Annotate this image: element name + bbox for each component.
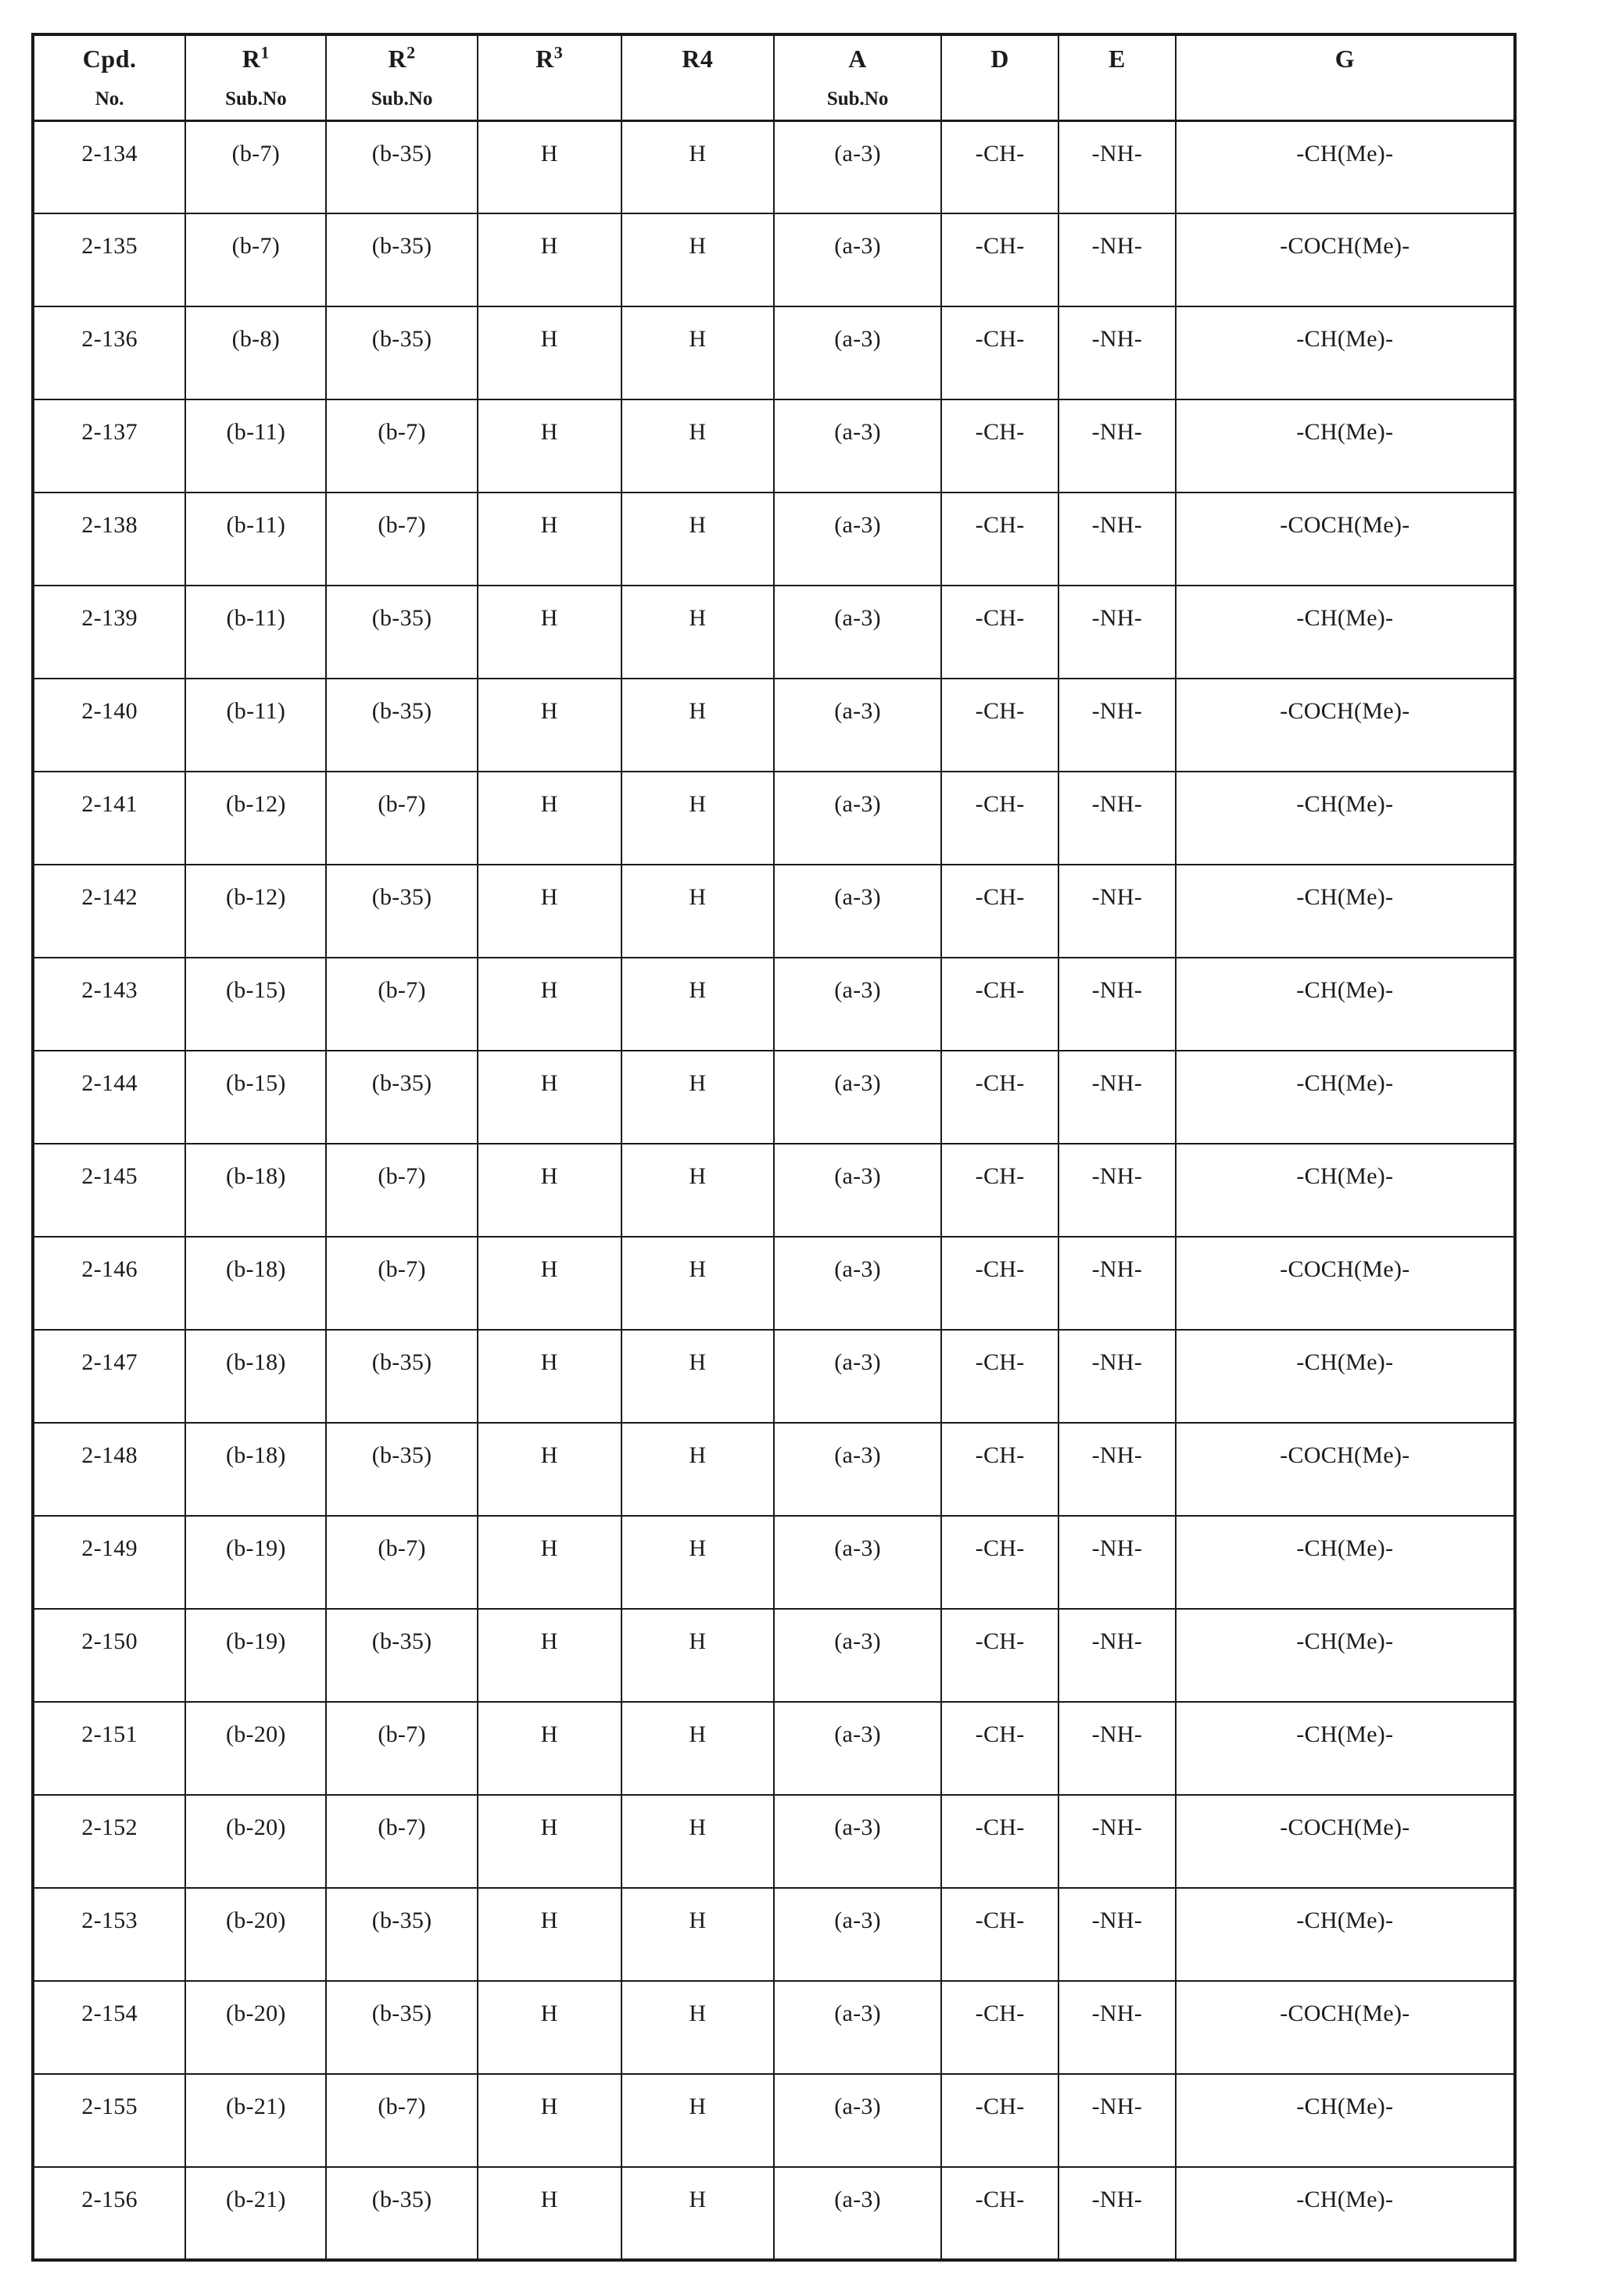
header-superscript: 3	[553, 42, 564, 63]
table-cell: H	[478, 1516, 621, 1609]
table-cell: H	[621, 1516, 774, 1609]
table-cell: (b-12)	[185, 865, 326, 958]
table-cell: -CH(Me)-	[1176, 1888, 1515, 1981]
table-cell: 2-147	[33, 1330, 185, 1423]
table-cell: (a-3)	[774, 306, 941, 399]
table-cell: -CH-	[941, 865, 1058, 958]
table-cell: -NH-	[1058, 1795, 1176, 1888]
table-cell: 2-155	[33, 2074, 185, 2167]
table-cell: H	[478, 958, 621, 1051]
table-cell: -CH-	[941, 306, 1058, 399]
table-cell: (b-20)	[185, 1888, 326, 1981]
table-cell: H	[478, 1702, 621, 1795]
table-cell: (b-18)	[185, 1423, 326, 1516]
table-cell: -COCH(Me)-	[1176, 1795, 1515, 1888]
compound-table	[31, 33, 1517, 2262]
table-row	[33, 1888, 1515, 1981]
table-cell: H	[478, 1330, 621, 1423]
table-cell: -NH-	[1058, 493, 1176, 586]
table-header	[33, 34, 1515, 120]
table-cell: (b-7)	[326, 1144, 477, 1237]
table-row	[33, 213, 1515, 306]
table-cell: (b-19)	[185, 1609, 326, 1702]
header-label: $R^3$	[535, 42, 564, 73]
table-cell: H	[478, 306, 621, 399]
table-cell: H	[621, 493, 774, 586]
table-cell: (a-3)	[774, 1516, 941, 1609]
table-cell: -CH(Me)-	[1176, 1702, 1515, 1795]
table-cell: -NH-	[1058, 120, 1176, 213]
table-cell: H	[478, 679, 621, 772]
table-cell: -NH-	[1058, 772, 1176, 865]
table-cell: -CH-	[941, 493, 1058, 586]
table-cell: -CH(Me)-	[1176, 1330, 1515, 1423]
table-cell: (a-3)	[774, 493, 941, 586]
table-cell: (b-12)	[185, 772, 326, 865]
table-cell: (b-15)	[185, 1051, 326, 1144]
table-cell: H	[621, 1144, 774, 1237]
table-cell: (b-35)	[326, 1888, 477, 1981]
header-sublabel: Sub.No	[826, 88, 889, 109]
table-cell: H	[478, 1888, 621, 1981]
table-cell: (b-7)	[326, 1516, 477, 1609]
table-cell: -CH-	[941, 1888, 1058, 1981]
table-cell: H	[478, 1795, 621, 1888]
table-cell: 2-144	[33, 1051, 185, 1144]
table-cell: (a-3)	[774, 1144, 941, 1237]
table-cell: (b-35)	[326, 1981, 477, 2074]
table-cell: -COCH(Me)-	[1176, 213, 1515, 306]
header-row	[33, 34, 1515, 120]
table-row	[33, 1516, 1515, 1609]
header-sublabel: No.	[95, 88, 124, 109]
table-cell: -CH(Me)-	[1176, 958, 1515, 1051]
table-row	[33, 679, 1515, 772]
table-cell: H	[621, 1609, 774, 1702]
table-cell: (b-18)	[185, 1330, 326, 1423]
table-cell: H	[621, 772, 774, 865]
table-row	[33, 493, 1515, 586]
table-cell: -CH-	[941, 213, 1058, 306]
table-cell: -CH-	[941, 1051, 1058, 1144]
table-cell: (b-35)	[326, 679, 477, 772]
table-cell: (a-3)	[774, 772, 941, 865]
table-cell: H	[621, 1702, 774, 1795]
table-cell: (a-3)	[774, 958, 941, 1051]
table-row	[33, 958, 1515, 1051]
table-cell: (a-3)	[774, 865, 941, 958]
table-cell: H	[478, 1981, 621, 2074]
table-cell: 2-152	[33, 1795, 185, 1888]
table-cell: -NH-	[1058, 1702, 1176, 1795]
table-cell: (b-35)	[326, 1330, 477, 1423]
table-body	[33, 120, 1515, 2260]
table-cell: H	[621, 2074, 774, 2167]
table-cell: H	[478, 213, 621, 306]
table-cell: -CH(Me)-	[1176, 1051, 1515, 1144]
table-cell: (b-35)	[326, 306, 477, 399]
table-cell: H	[621, 679, 774, 772]
table-cell: -CH(Me)-	[1176, 865, 1515, 958]
table-cell: 2-148	[33, 1423, 185, 1516]
table-cell: H	[478, 2167, 621, 2260]
table-row	[33, 1051, 1515, 1144]
header-superscript: 2	[407, 42, 416, 63]
table-cell: H	[478, 1237, 621, 1330]
table-cell: 2-150	[33, 1609, 185, 1702]
table-cell: (b-7)	[326, 958, 477, 1051]
table-cell: H	[478, 865, 621, 958]
table-cell: (a-3)	[774, 1051, 941, 1144]
table-cell: (a-3)	[774, 1609, 941, 1702]
table-cell: (a-3)	[774, 2167, 941, 2260]
table-cell: -CH-	[941, 2167, 1058, 2260]
table-cell: -CH-	[941, 1609, 1058, 1702]
table-cell: -NH-	[1058, 2167, 1176, 2260]
header-label: G	[1334, 45, 1356, 73]
table-cell: -CH-	[941, 772, 1058, 865]
table-cell: -NH-	[1058, 213, 1176, 306]
table-cell: H	[478, 586, 621, 679]
table-cell: H	[621, 120, 774, 213]
header-sublabel: Sub.No	[225, 88, 287, 109]
header-cell-r4	[621, 34, 774, 120]
table-cell: H	[621, 1051, 774, 1144]
table-cell: H	[478, 1609, 621, 1702]
table-row	[33, 1237, 1515, 1330]
table-cell: -NH-	[1058, 1237, 1176, 1330]
table-cell: -COCH(Me)-	[1176, 1423, 1515, 1516]
table-cell: (b-7)	[185, 213, 326, 306]
header-cell-r3	[478, 34, 621, 120]
table-row	[33, 2074, 1515, 2167]
table-cell: -CH-	[941, 1702, 1058, 1795]
table-cell: (a-3)	[774, 1423, 941, 1516]
table-cell: -COCH(Me)-	[1176, 679, 1515, 772]
table-cell: H	[621, 213, 774, 306]
table-cell: -CH-	[941, 1795, 1058, 1888]
table-cell: 2-134	[33, 120, 185, 213]
table-cell: (b-21)	[185, 2074, 326, 2167]
table-row	[33, 1330, 1515, 1423]
table-cell: H	[478, 772, 621, 865]
table-cell: (a-3)	[774, 1330, 941, 1423]
table-row	[33, 772, 1515, 865]
table-cell: H	[621, 1795, 774, 1888]
table-cell: (b-35)	[326, 586, 477, 679]
table-cell: -CH(Me)-	[1176, 1516, 1515, 1609]
table-cell: -NH-	[1058, 1144, 1176, 1237]
table-cell: H	[621, 1423, 774, 1516]
table-cell: -COCH(Me)-	[1176, 493, 1515, 586]
table-cell: H	[621, 1237, 774, 1330]
table-row	[33, 865, 1515, 958]
table-cell: -NH-	[1058, 1516, 1176, 1609]
table-cell: -NH-	[1058, 1888, 1176, 1981]
header-cell-e	[1058, 34, 1176, 120]
table-cell: 2-153	[33, 1888, 185, 1981]
table-cell: (b-35)	[326, 2167, 477, 2260]
header-cell-d	[941, 34, 1058, 120]
table-cell: 2-135	[33, 213, 185, 306]
table-cell: -NH-	[1058, 1609, 1176, 1702]
table-cell: -CH-	[941, 399, 1058, 493]
table-cell: (b-20)	[185, 1981, 326, 2074]
table-cell: 2-136	[33, 306, 185, 399]
table-row	[33, 1423, 1515, 1516]
table-cell: H	[478, 120, 621, 213]
table-cell: -CH(Me)-	[1176, 1144, 1515, 1237]
table-cell: (b-11)	[185, 586, 326, 679]
table-cell: (b-7)	[326, 1237, 477, 1330]
table-row	[33, 1702, 1515, 1795]
table-cell: 2-142	[33, 865, 185, 958]
table-cell: -CH-	[941, 1237, 1058, 1330]
table-cell: -CH-	[941, 1516, 1058, 1609]
table-cell: -CH-	[941, 1981, 1058, 2074]
table-cell: -CH(Me)-	[1176, 120, 1515, 213]
table-cell: 2-151	[33, 1702, 185, 1795]
table-cell: -NH-	[1058, 399, 1176, 493]
table-cell: -COCH(Me)-	[1176, 1981, 1515, 2074]
table-cell: -CH-	[941, 586, 1058, 679]
table-cell: (b-7)	[326, 493, 477, 586]
table-cell: 2-140	[33, 679, 185, 772]
table-cell: H	[478, 1423, 621, 1516]
table-cell: -CH(Me)-	[1176, 2167, 1515, 2260]
table-cell: (b-8)	[185, 306, 326, 399]
table-row	[33, 399, 1515, 493]
header-cell-r1	[185, 34, 326, 120]
header-superscript: 1	[260, 42, 270, 63]
table-cell: -COCH(Me)-	[1176, 1237, 1515, 1330]
table-cell: (b-21)	[185, 2167, 326, 2260]
table-cell: (b-18)	[185, 1237, 326, 1330]
table-cell: 2-138	[33, 493, 185, 586]
table-cell: 2-145	[33, 1144, 185, 1237]
table-cell: (b-7)	[326, 1702, 477, 1795]
table-cell: 2-143	[33, 958, 185, 1051]
table-cell: (b-35)	[326, 120, 477, 213]
table-cell: -NH-	[1058, 586, 1176, 679]
table-cell: (b-35)	[326, 1423, 477, 1516]
table-cell: -CH(Me)-	[1176, 306, 1515, 399]
header-label: $R^2$	[388, 42, 416, 73]
table-cell: (b-7)	[326, 1795, 477, 1888]
header-sublabel: Sub.No	[371, 88, 433, 109]
table-cell: (b-11)	[185, 493, 326, 586]
header-label: D	[990, 45, 1009, 73]
table-cell: (b-20)	[185, 1795, 326, 1888]
table-cell: H	[478, 1051, 621, 1144]
header-label: A	[848, 45, 867, 73]
table-cell: (b-35)	[326, 213, 477, 306]
table-cell: -CH(Me)-	[1176, 399, 1515, 493]
table-cell: H	[621, 1981, 774, 2074]
header-cell-cpd-no	[33, 34, 185, 120]
table-cell: H	[621, 1330, 774, 1423]
table-cell: -NH-	[1058, 1330, 1176, 1423]
table-cell: (b-11)	[185, 399, 326, 493]
table-cell: H	[621, 865, 774, 958]
table-cell: H	[621, 306, 774, 399]
table-cell: -NH-	[1058, 2074, 1176, 2167]
table-cell: (a-3)	[774, 120, 941, 213]
table-cell: (a-3)	[774, 1981, 941, 2074]
table-cell: -CH(Me)-	[1176, 772, 1515, 865]
table-cell: -NH-	[1058, 1051, 1176, 1144]
table-row	[33, 586, 1515, 679]
table-cell: -CH-	[941, 1423, 1058, 1516]
table-cell: (b-7)	[326, 2074, 477, 2167]
header-cell-a	[774, 34, 941, 120]
table-cell: 2-141	[33, 772, 185, 865]
table-row	[33, 1144, 1515, 1237]
header-label: Cpd.	[82, 45, 137, 73]
table-cell: -CH(Me)-	[1176, 586, 1515, 679]
table-cell: 2-156	[33, 2167, 185, 2260]
table-cell: H	[621, 1888, 774, 1981]
table-cell: -NH-	[1058, 306, 1176, 399]
header-cell-g	[1176, 34, 1515, 120]
table-cell: H	[621, 2167, 774, 2260]
table-cell: (b-7)	[185, 120, 326, 213]
table-row	[33, 2167, 1515, 2260]
table-cell: (a-3)	[774, 399, 941, 493]
table-cell: 2-146	[33, 1237, 185, 1330]
table-cell: -CH-	[941, 1330, 1058, 1423]
table-cell: H	[621, 586, 774, 679]
table-cell: (a-3)	[774, 679, 941, 772]
table-cell: H	[478, 399, 621, 493]
table-cell: -NH-	[1058, 679, 1176, 772]
table-cell: 2-154	[33, 1981, 185, 2074]
header-label: E	[1108, 45, 1126, 73]
header-cell-r2	[326, 34, 477, 120]
table-cell: H	[621, 399, 774, 493]
table-cell: H	[621, 958, 774, 1051]
table-cell: -NH-	[1058, 865, 1176, 958]
table-cell: (b-19)	[185, 1516, 326, 1609]
table-cell: -NH-	[1058, 1423, 1176, 1516]
table-cell: (a-3)	[774, 213, 941, 306]
table-cell: -CH-	[941, 679, 1058, 772]
table-cell: H	[478, 1144, 621, 1237]
table-cell: -CH-	[941, 2074, 1058, 2167]
table-cell: 2-137	[33, 399, 185, 493]
table-row	[33, 1795, 1515, 1888]
table-cell: (a-3)	[774, 2074, 941, 2167]
table-cell: -CH-	[941, 120, 1058, 213]
header-label: $R^1$	[242, 42, 270, 73]
table-row	[33, 1609, 1515, 1702]
table-cell: -CH-	[941, 958, 1058, 1051]
table-cell: 2-139	[33, 586, 185, 679]
table-cell: (a-3)	[774, 586, 941, 679]
table-cell: (b-7)	[326, 772, 477, 865]
table-cell: H	[478, 493, 621, 586]
table-cell: (a-3)	[774, 1237, 941, 1330]
table-row	[33, 306, 1515, 399]
table-cell: -NH-	[1058, 1981, 1176, 2074]
table-cell: (b-15)	[185, 958, 326, 1051]
table-cell: 2-149	[33, 1516, 185, 1609]
table-row	[33, 120, 1515, 213]
table-cell: H	[478, 2074, 621, 2167]
table-cell: (b-18)	[185, 1144, 326, 1237]
table-cell: (b-35)	[326, 1051, 477, 1144]
table-cell: -CH(Me)-	[1176, 2074, 1515, 2167]
table-cell: (b-20)	[185, 1702, 326, 1795]
table-cell: -CH-	[941, 1144, 1058, 1237]
table-cell: (b-11)	[185, 679, 326, 772]
table-cell: (b-35)	[326, 865, 477, 958]
table-cell: (a-3)	[774, 1888, 941, 1981]
table-cell: -CH(Me)-	[1176, 1609, 1515, 1702]
table-cell: (b-7)	[326, 399, 477, 493]
table-cell: (a-3)	[774, 1795, 941, 1888]
table-row	[33, 1981, 1515, 2074]
table-cell: (a-3)	[774, 1702, 941, 1795]
header-label: R4	[682, 45, 714, 73]
table-cell: -NH-	[1058, 958, 1176, 1051]
table-cell: (b-35)	[326, 1609, 477, 1702]
